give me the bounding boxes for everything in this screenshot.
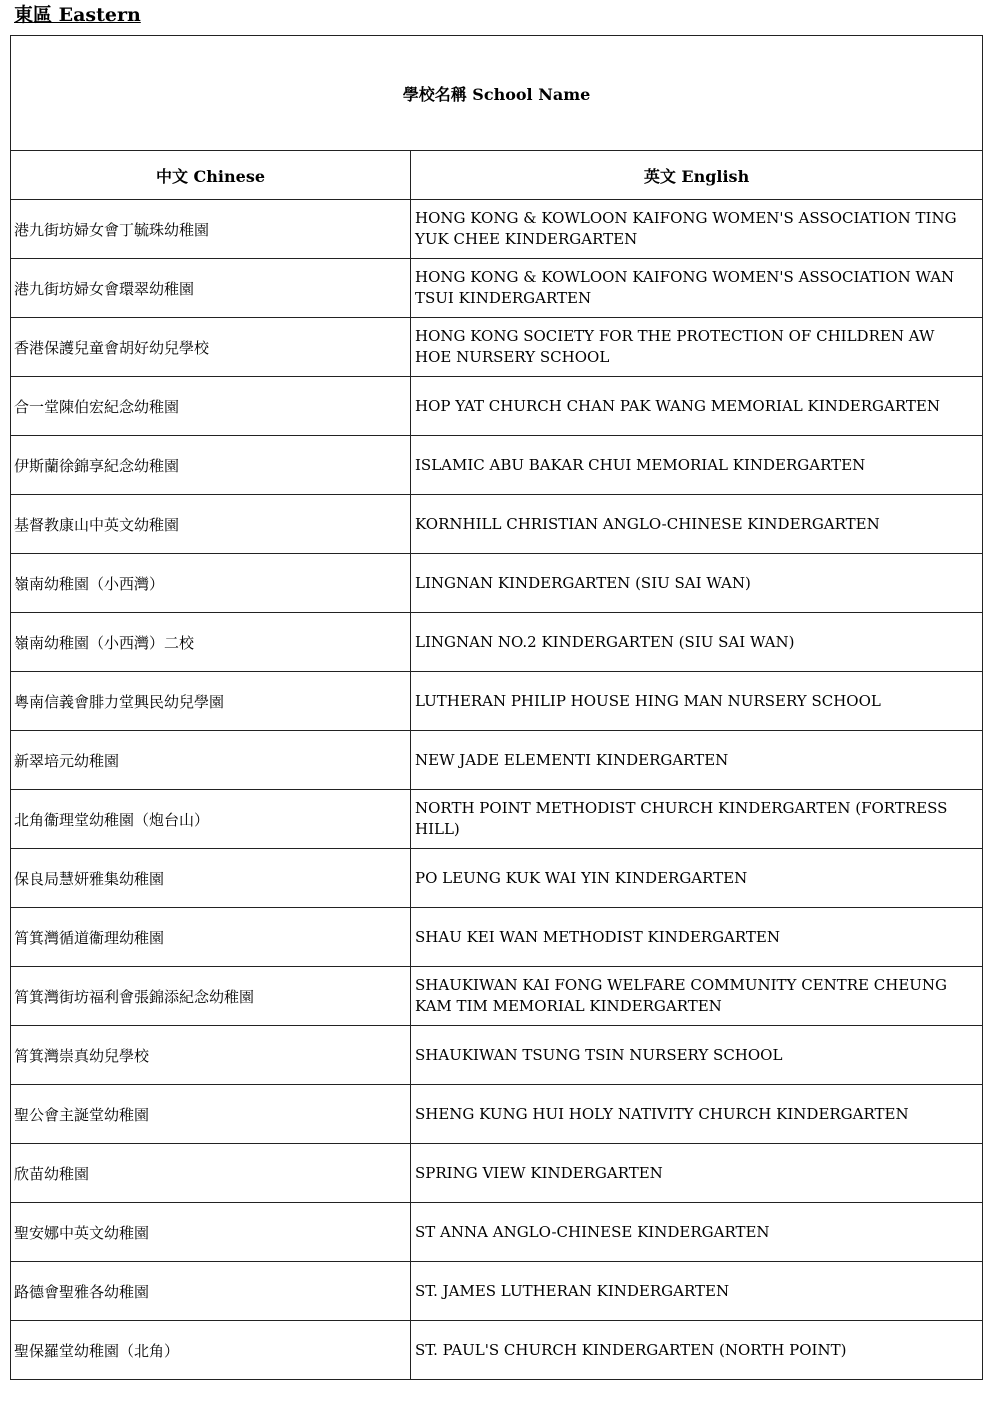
- school-name-english: LINGNAN KINDERGARTEN (SIU SAI WAN): [411, 554, 983, 613]
- school-name-english: KORNHILL CHRISTIAN ANGLO-CHINESE KINDERGARTEN: [411, 495, 983, 554]
- school-name-english: HONG KONG & KOWLOON KAIFONG WOMEN'S ASSOCIATION WAN TSUI KINDERGARTEN: [411, 259, 983, 318]
- table-row: [11, 908, 983, 967]
- school-name-english: HONG KONG & KOWLOON KAIFONG WOMEN'S ASSOCIATION TING YUK CHEE KINDERGARTEN: [411, 200, 983, 259]
- school-name-chinese: 香港保護兒童會胡好幼兒學校: [11, 318, 411, 377]
- table-row: [11, 967, 983, 1026]
- table-row: [11, 613, 983, 672]
- school-name-english: NEW JADE ELEMENTI KINDERGARTEN: [411, 731, 983, 790]
- school-name-chinese: 聖公會主誕堂幼稚園: [11, 1085, 411, 1144]
- table-row: [11, 200, 983, 259]
- school-name-chinese: 港九街坊婦女會丁毓珠幼稚園: [11, 200, 411, 259]
- school-name-chinese: 嶺南幼稚園（小西灣）: [11, 554, 411, 613]
- school-name-chinese: 粵南信義會腓力堂興民幼兒學園: [11, 672, 411, 731]
- table-row: [11, 1203, 983, 1262]
- school-name-chinese: 路德會聖雅各幼稚園: [11, 1262, 411, 1321]
- school-name-english: ST. JAMES LUTHERAN KINDERGARTEN: [411, 1262, 983, 1321]
- table-row: [11, 1085, 983, 1144]
- school-name-english: ST ANNA ANGLO-CHINESE KINDERGARTEN: [411, 1203, 983, 1262]
- school-name-chinese: 筲箕灣崇真幼兒學校: [11, 1026, 411, 1085]
- school-name-chinese: 伊斯蘭徐錦享紀念幼稚園: [11, 436, 411, 495]
- school-name-chinese: 欣苗幼稚園: [11, 1144, 411, 1203]
- school-name-english: PO LEUNG KUK WAI YIN KINDERGARTEN: [411, 849, 983, 908]
- school-table: [10, 35, 983, 1380]
- school-name-chinese: 合一堂陳伯宏紀念幼稚園: [11, 377, 411, 436]
- table-row: [11, 377, 983, 436]
- district-title: 東區 Eastern: [14, 4, 141, 26]
- school-name-chinese: 嶺南幼稚園（小西灣）二校: [11, 613, 411, 672]
- column-header-english: 英文 English: [411, 151, 983, 200]
- school-name-chinese: 筲箕灣循道衞理幼稚園: [11, 908, 411, 967]
- table-row: [11, 495, 983, 554]
- school-name-chinese: 聖安娜中英文幼稚園: [11, 1203, 411, 1262]
- school-name-english: HONG KONG SOCIETY FOR THE PROTECTION OF CHILDREN AW HOE NURSERY SCHOOL: [411, 318, 983, 377]
- table-row: [11, 849, 983, 908]
- table-row: [11, 1144, 983, 1203]
- table-row: [11, 1026, 983, 1085]
- table-row: [11, 436, 983, 495]
- school-name-english: LUTHERAN PHILIP HOUSE HING MAN NURSERY SCHOOL: [411, 672, 983, 731]
- table-row: [11, 318, 983, 377]
- school-name-chinese: 保良局慧妍雅集幼稚園: [11, 849, 411, 908]
- table-row: [11, 790, 983, 849]
- table-row: [11, 731, 983, 790]
- school-name-english: HOP YAT CHURCH CHAN PAK WANG MEMORIAL KINDERGARTEN: [411, 377, 983, 436]
- school-name-english: ST. PAUL'S CHURCH KINDERGARTEN (NORTH POINT): [411, 1321, 983, 1380]
- school-name-english: NORTH POINT METHODIST CHURCH KINDERGARTEN (FORTRESS HILL): [411, 790, 983, 849]
- table-header-school-name: 學校名稱 School Name: [11, 36, 983, 151]
- school-name-english: LINGNAN NO.2 KINDERGARTEN (SIU SAI WAN): [411, 613, 983, 672]
- school-name-chinese: 筲箕灣街坊福利會張錦添紀念幼稚園: [11, 967, 411, 1026]
- school-name-english: SHENG KUNG HUI HOLY NATIVITY CHURCH KINDERGARTEN: [411, 1085, 983, 1144]
- school-name-english: SPRING VIEW KINDERGARTEN: [411, 1144, 983, 1203]
- table-row: [11, 1321, 983, 1380]
- school-name-english: SHAU KEI WAN METHODIST KINDERGARTEN: [411, 908, 983, 967]
- school-name-chinese: 北角衞理堂幼稚園（炮台山）: [11, 790, 411, 849]
- school-name-chinese: 新翠培元幼稚園: [11, 731, 411, 790]
- school-name-chinese: 基督教康山中英文幼稚園: [11, 495, 411, 554]
- table-row: [11, 672, 983, 731]
- table-row: [11, 259, 983, 318]
- school-name-english: SHAUKIWAN KAI FONG WELFARE COMMUNITY CENTRE CHEUNG KAM TIM MEMORIAL KINDERGARTEN: [411, 967, 983, 1026]
- column-header-chinese: 中文 Chinese: [11, 151, 411, 200]
- table-body: [11, 200, 983, 1380]
- table-row: [11, 1262, 983, 1321]
- table-row: [11, 554, 983, 613]
- school-name-chinese: 聖保羅堂幼稚園（北角）: [11, 1321, 411, 1380]
- school-name-chinese: 港九街坊婦女會環翠幼稚園: [11, 259, 411, 318]
- school-name-english: ISLAMIC ABU BAKAR CHUI MEMORIAL KINDERGARTEN: [411, 436, 983, 495]
- school-name-english: SHAUKIWAN TSUNG TSIN NURSERY SCHOOL: [411, 1026, 983, 1085]
